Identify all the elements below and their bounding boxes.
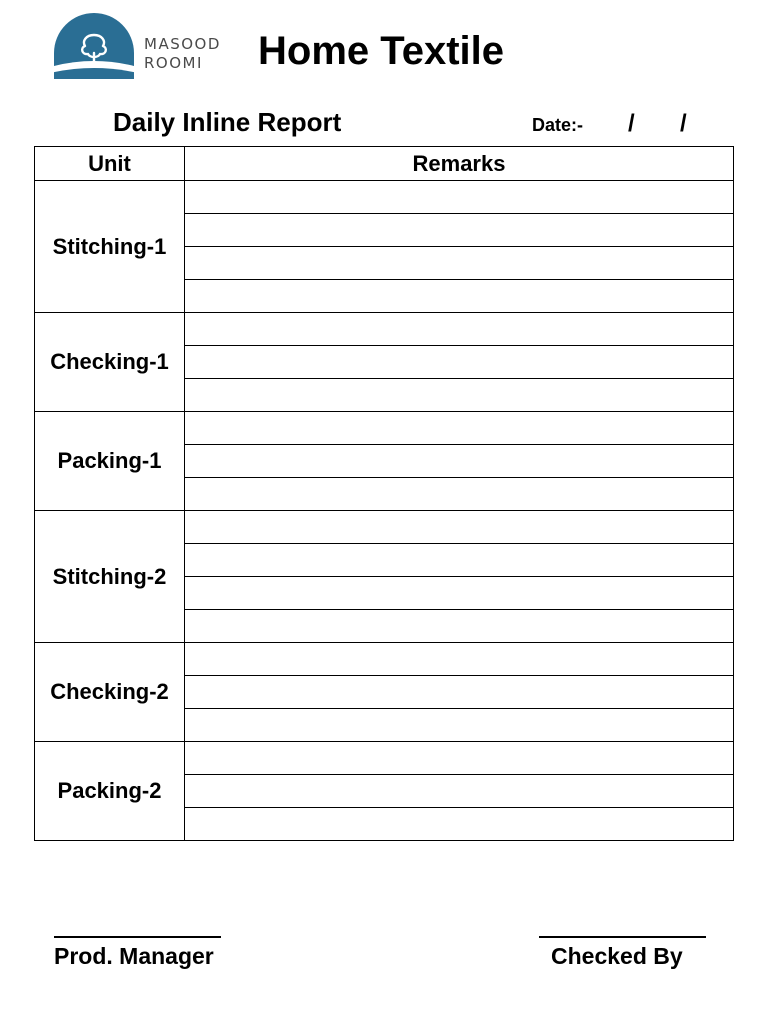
logo-wordmark [144, 35, 221, 73]
remark-cell[interactable] [185, 247, 734, 280]
remark-cell[interactable] [185, 676, 734, 709]
logo-line-1: MASOOD [144, 35, 221, 53]
document-title: Home Textile [258, 29, 504, 73]
remark-cell[interactable] [185, 511, 734, 544]
checked-by-label: Checked By [551, 943, 683, 969]
unit-column-header: Unit [35, 147, 185, 181]
date-separator-2: / [680, 110, 687, 137]
table-row [35, 511, 734, 544]
remark-cell[interactable] [185, 808, 734, 841]
unit-cell: Checking-2 [35, 643, 185, 742]
unit-cell: Stitching-1 [35, 181, 185, 313]
remark-cell[interactable] [185, 742, 734, 775]
prod-manager-label: Prod. Manager [54, 943, 214, 969]
remark-cell[interactable] [185, 610, 734, 643]
table-row [35, 313, 734, 346]
unit-cell: Packing-2 [35, 742, 185, 841]
remark-cell[interactable] [185, 313, 734, 346]
remark-cell[interactable] [185, 709, 734, 742]
company-logo [54, 13, 234, 79]
tree-in-dome-logo-icon [54, 13, 134, 79]
unit-cell: Checking-1 [35, 313, 185, 412]
inline-report-table [34, 146, 734, 841]
table-row [35, 643, 734, 676]
remark-cell[interactable] [185, 775, 734, 808]
remark-cell[interactable] [185, 445, 734, 478]
remarks-column-header: Remarks [185, 147, 734, 181]
table-row [35, 742, 734, 775]
remark-cell[interactable] [185, 577, 734, 610]
table-row [35, 412, 734, 445]
date-separator-1: / [628, 110, 635, 137]
logo-line-2: ROOMI [144, 54, 203, 72]
prod-manager-signature-line [54, 936, 221, 938]
remark-cell[interactable] [185, 280, 734, 313]
report-body [35, 181, 734, 841]
date-label: Date:- [532, 115, 584, 135]
unit-cell: Stitching-2 [35, 511, 185, 643]
remark-cell[interactable] [185, 478, 734, 511]
remark-cell[interactable] [185, 214, 734, 247]
table-row [35, 181, 734, 214]
table-header-row [35, 147, 734, 181]
remark-cell[interactable] [185, 181, 734, 214]
unit-cell: Packing-1 [35, 412, 185, 511]
remark-cell[interactable] [185, 379, 734, 412]
remark-cell[interactable] [185, 643, 734, 676]
remark-cell[interactable] [185, 412, 734, 445]
remark-cell[interactable] [185, 544, 734, 577]
report-title: Daily Inline Report [113, 107, 342, 137]
remark-cell[interactable] [185, 346, 734, 379]
checked-by-signature-line [539, 936, 706, 938]
